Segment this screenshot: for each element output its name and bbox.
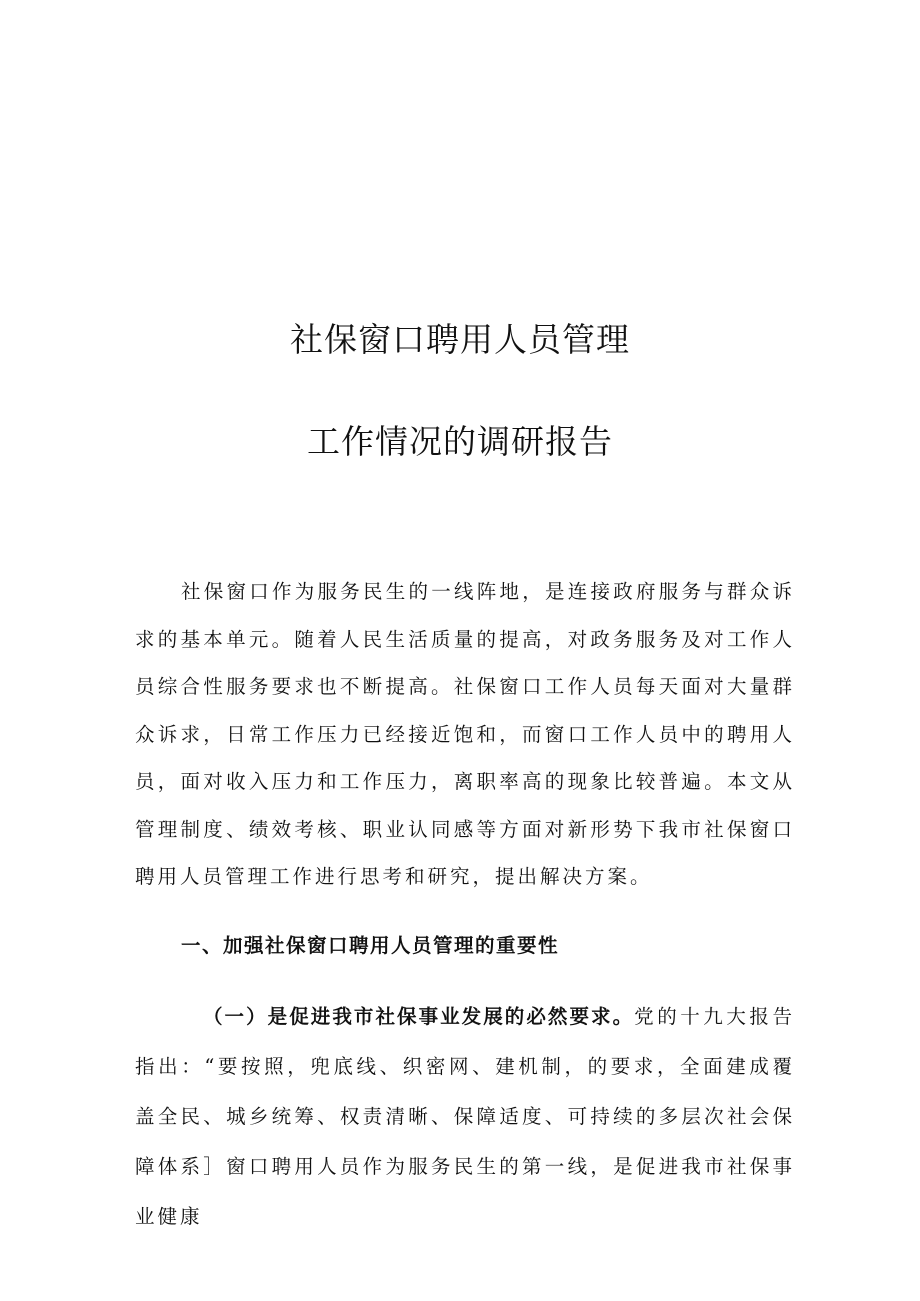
section-heading-1: 一、加强社保窗口聘用人员管理的重要性 [181,934,560,957]
intro-paragraph: 社保窗口作为服务民生的一线阵地，是连接政府服务与群众诉求的基本单元。随着人民生活质量的提高，对政务服务及对工作人员综合性服务要求也不断提高。社保窗口工作人员每天面对大量群众诉求，日常工作压力已经接近饱和，而窗口工作人员中的聘用人员，面对收入压力和工作压力，离职率高的现象比较普遍。本文从管理制度、绩效考核、职业认同感等方面对新形势下我市社保窗口聘用人员管理工作进行思考和研究，提出解决方案。 [135,580,795,888]
subsection-text-1: 党的十九大报告指出：“要按照，兜底线、织密网、建机制，的要求，全面建成覆盖全民、城乡统筹、权责清晰、保障适度、可持续的多层次社会保障体系］窗口聘用人员作为服务民生的第一线，是促进我市社保事业健康 [135,1005,795,1228]
document-title-line-2: 工作情况的调研报告 [307,422,613,461]
subsection-paragraph-1 [135,992,795,1242]
subsection-lead-1: （一）是促进我市社保事业发展的必然要求。 [203,1005,635,1028]
document-title-line-1: 社保窗口聘用人员管理 [290,320,630,359]
